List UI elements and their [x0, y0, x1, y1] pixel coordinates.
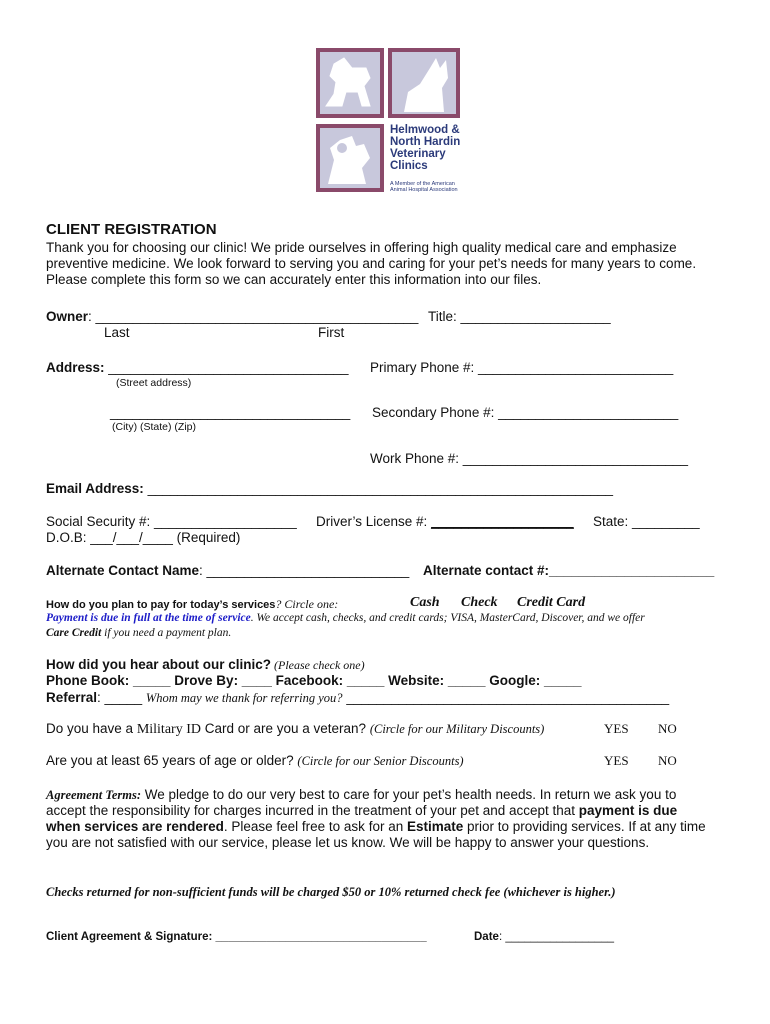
- senior-no[interactable]: NO: [658, 753, 677, 768]
- primary-phone-field[interactable]: Primary Phone #: __________________________: [370, 360, 674, 375]
- dob-field[interactable]: D.O.B: ___/___/____ (Required): [46, 530, 241, 545]
- signature-field[interactable]: Client Agreement & Signature: _________________________________: [46, 931, 427, 943]
- street-hint: (Street address): [116, 377, 192, 389]
- date-field[interactable]: Date: _________________: [474, 931, 615, 943]
- payment-terms: Payment is due in full at the time of service. We accept cash, checks, and credit cards; VISA, MasterCard, Discover, and we offer: [46, 612, 645, 624]
- first-label: First: [318, 325, 345, 340]
- clinic-logo: [312, 48, 462, 194]
- city-field[interactable]: ________________________________: [110, 405, 351, 420]
- pay-check-option[interactable]: Check: [461, 595, 498, 610]
- title-field[interactable]: Title: ____________________: [428, 309, 611, 324]
- owner-field[interactable]: Owner: ___________________________________________: [46, 309, 419, 324]
- clinic-name: Helmwood & North Hardin Veterinary Clinics: [390, 124, 461, 172]
- alt-contact-number-field[interactable]: Alternate contact #:______________________: [423, 563, 715, 578]
- payment-question: How do you plan to pay for today’s services? Circle one:: [46, 597, 339, 611]
- hear-options[interactable]: Phone Book: _____ Drove By: ____ Facebook: _____ Website: _____ Google: _____: [46, 673, 582, 688]
- hear-question: How did you hear about our clinic? (Please check one): [46, 657, 365, 672]
- drivers-license-field[interactable]: Driver’s License #: ___________________: [316, 514, 574, 529]
- email-field[interactable]: Email Address: ______________________________________________________________: [46, 481, 614, 496]
- city-hint: (City) (State) (Zip): [112, 421, 196, 433]
- intro-paragraph: Thank you for choosing our clinic! We pride ourselves in offering high quality medical care and emphasize preventive medicine. We look forward to serving you and caring for your pet’s needs for many years to come. Please complete this form so we can accurately enter this information into our files.: [46, 240, 697, 287]
- member-note: A Member of the American Animal Hospital Association: [390, 181, 458, 193]
- military-no[interactable]: NO: [658, 721, 677, 736]
- pay-cash-option[interactable]: Cash: [410, 595, 440, 610]
- last-label: Last: [104, 325, 130, 340]
- senior-question: Are you at least 65 years of age or older? (Circle for our Senior Discounts): [46, 753, 464, 768]
- work-phone-field[interactable]: Work Phone #: ______________________________: [370, 451, 689, 466]
- form-title: CLIENT REGISTRATION: [46, 221, 217, 238]
- secondary-phone-field[interactable]: Secondary Phone #: ________________________: [372, 405, 679, 420]
- military-yes[interactable]: YES: [604, 721, 629, 736]
- alt-contact-name-field[interactable]: Alternate Contact Name: ___________________________: [46, 563, 410, 578]
- state-field[interactable]: State: _________: [593, 514, 700, 529]
- agreement-terms: Agreement Terms: We pledge to do our very best to care for your pet’s health needs. In return we ask you to accept the responsibility for charges incurred in the treatment of your pet and accept that payment is due when services are rendered. Please feel free to ask for an Estimate prior to providing services. If at any time you are not satisfied with our service, please let us know. We will be happy to answer your questions.: [46, 787, 706, 850]
- returned-checks-notice: Checks returned for non-sufficient funds will be charged $50 or 10% returned check fee (whichever is higher.): [46, 885, 616, 899]
- ssn-field[interactable]: Social Security #: ___________________: [46, 514, 297, 529]
- address-field[interactable]: Address: ________________________________: [46, 360, 349, 375]
- senior-yes[interactable]: YES: [604, 753, 629, 768]
- military-question: Do you have a Military ID Card or are you a veteran? (Circle for our Military Discounts): [46, 721, 545, 737]
- referral-field[interactable]: Referral: _____ Whom may we thank for referring you? ___________________________________________: [46, 690, 670, 705]
- pay-credit-option[interactable]: Credit Card: [517, 595, 586, 610]
- care-credit-note: Care Credit if you need a payment plan.: [46, 627, 232, 639]
